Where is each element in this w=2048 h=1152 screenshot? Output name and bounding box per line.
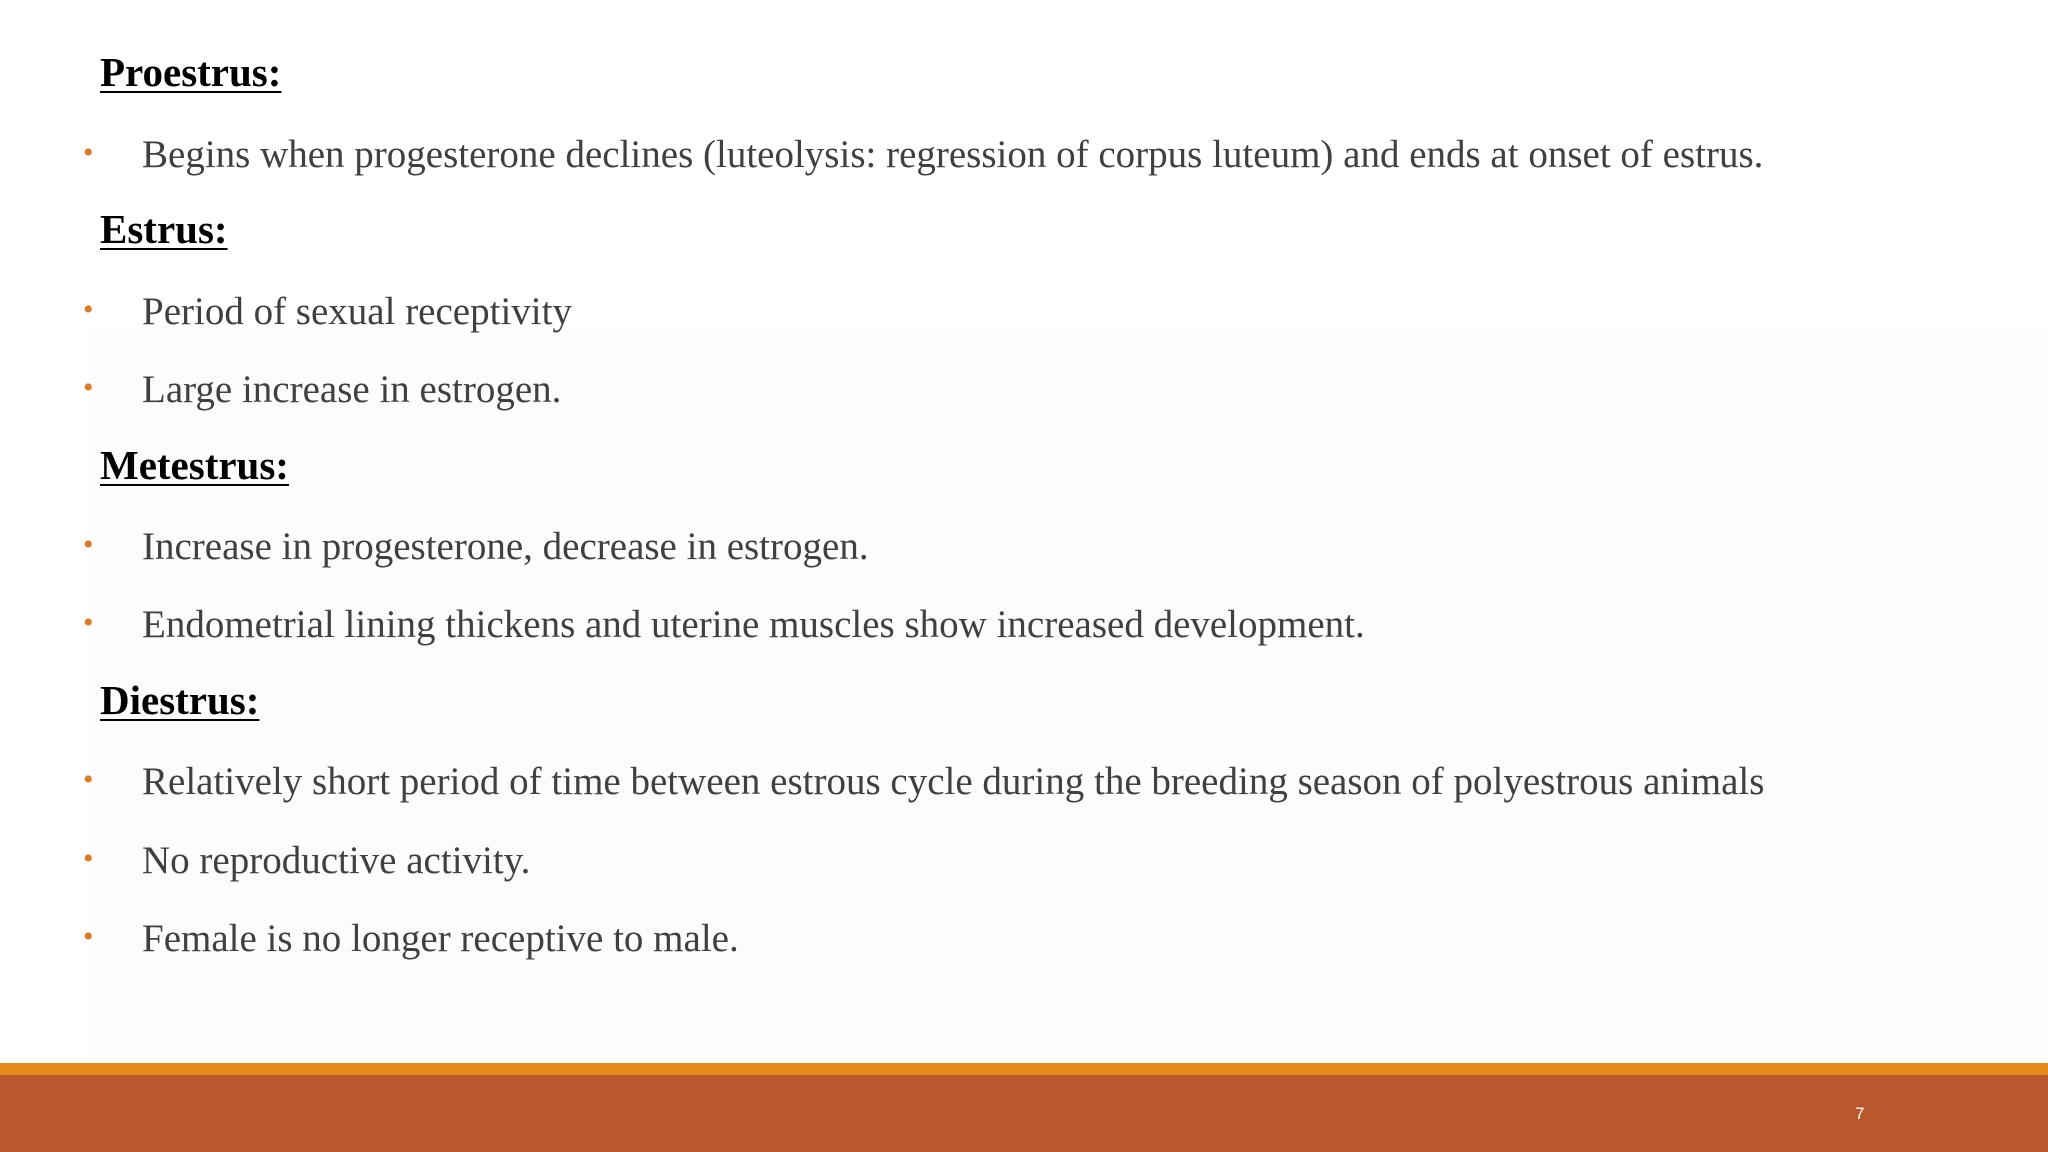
- bullet-text: No reproductive activity.: [142, 839, 531, 882]
- page-number: 7: [1855, 1104, 1865, 1123]
- footer-accent-stripe: [0, 1063, 2048, 1075]
- bullet-text: Relatively short period of time between estrous cycle during the breeding season of polyestrous animals: [142, 760, 1765, 803]
- bullet-icon: •: [83, 528, 94, 561]
- bullet-text: Large increase in estrogen.: [142, 368, 562, 411]
- bullet-icon: •: [83, 606, 94, 639]
- bullet-text: Female is no longer receptive to male.: [142, 917, 739, 960]
- bullet-icon: •: [83, 293, 94, 326]
- section-heading-diestrus: Diestrus:: [100, 677, 260, 723]
- footer-bar: [0, 1075, 2048, 1152]
- bullet-text: Begins when progesterone declines (luteolysis: regression of corpus luteum) and ends at onset of estrus.: [142, 133, 1764, 176]
- section-heading-proestrus: Proestrus:: [100, 49, 282, 95]
- bullet-icon: •: [83, 842, 94, 875]
- bullet-icon: •: [83, 136, 94, 169]
- bullet-icon: •: [83, 763, 94, 796]
- bullet-text: Period of sexual receptivity: [142, 290, 572, 333]
- bullet-icon: •: [83, 371, 94, 404]
- section-heading-estrus: Estrus:: [100, 206, 228, 252]
- bullet-text: Increase in progesterone, decrease in estrogen.: [142, 525, 869, 568]
- bullet-text: Endometrial lining thickens and uterine muscles show increased development.: [142, 603, 1365, 646]
- bullet-icon: •: [83, 920, 94, 953]
- section-heading-metestrus: Metestrus:: [100, 442, 289, 488]
